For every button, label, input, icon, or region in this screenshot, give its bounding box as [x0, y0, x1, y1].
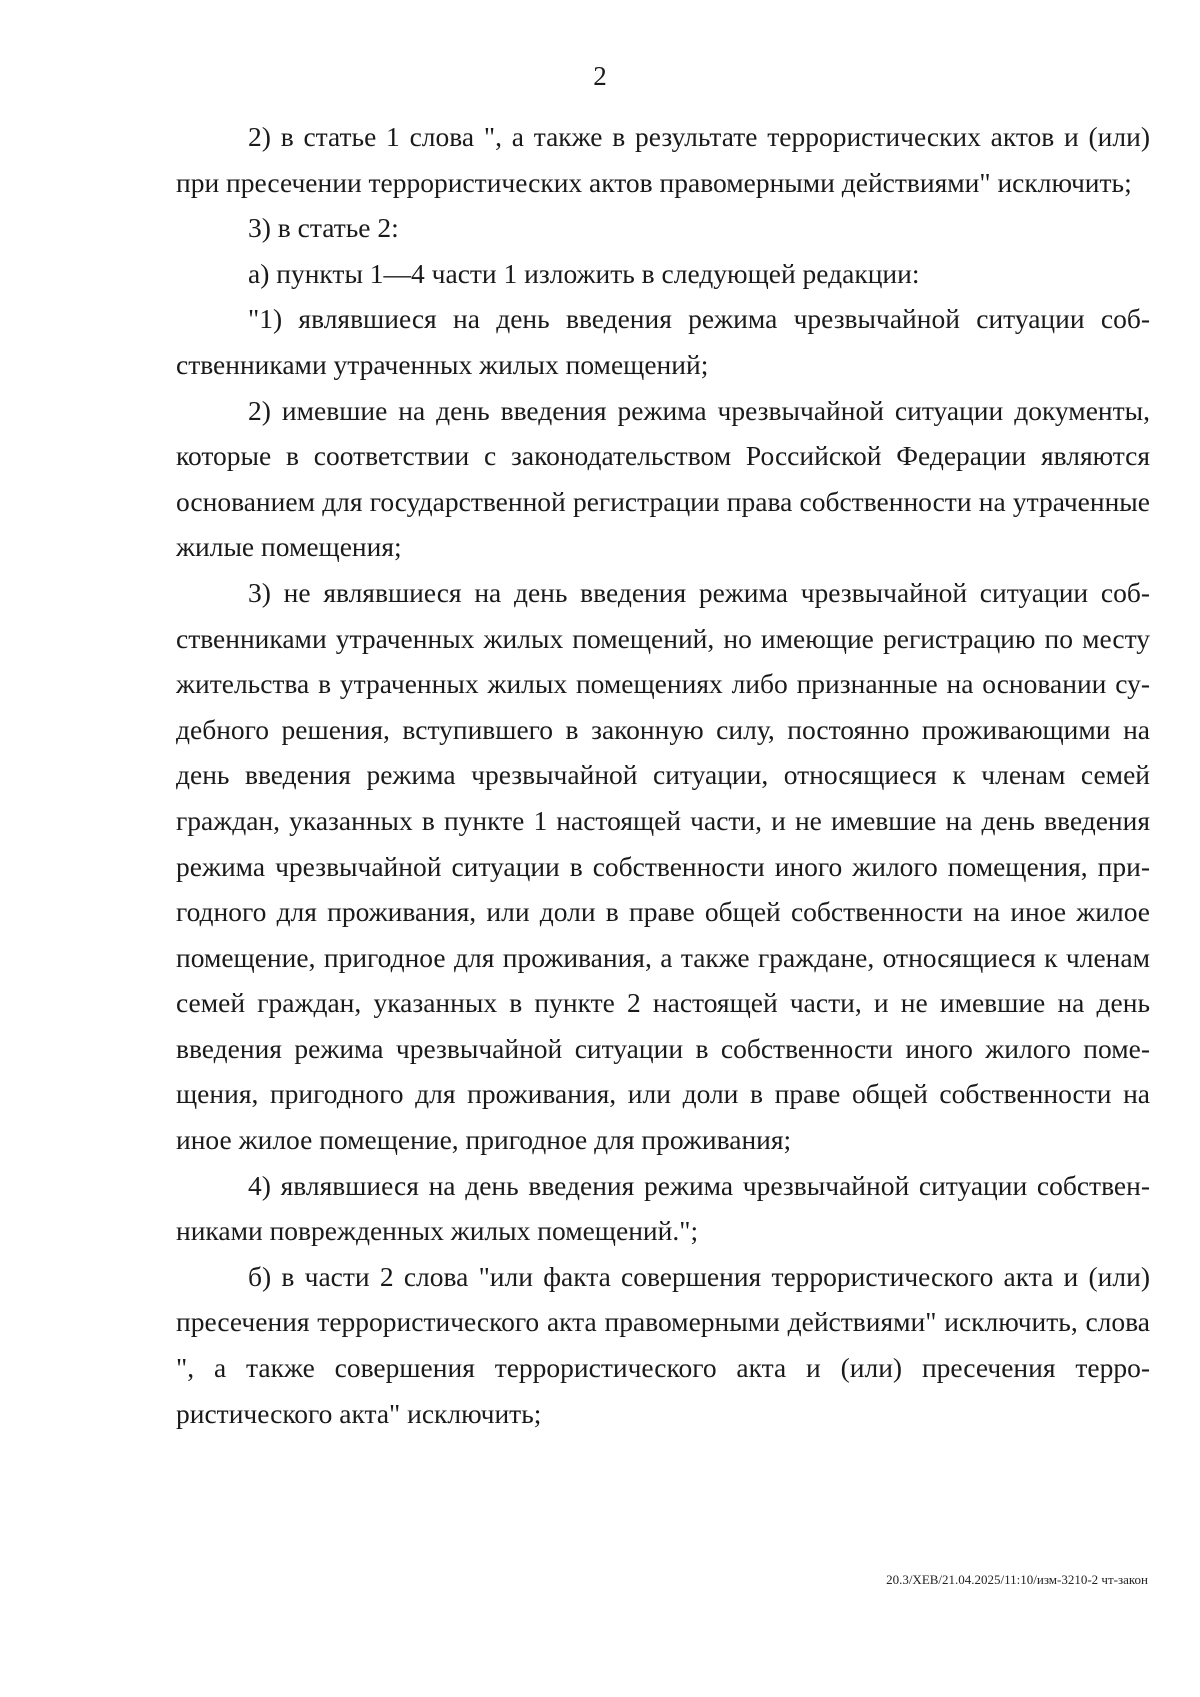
document-footer-code: 20.3/ХЕВ/21.04.2025/11:10/изм-3210-2 чт-закон [886, 1572, 1148, 1587]
paragraph-point-4: 4) являвшиеся на день введения режима чрезвычайной ситуации собственниками поврежденных жилых помещений."; [176, 1169, 1150, 1247]
paragraph-article-1: 2) в статье 1 слова ", а также в результате террористических актов и (или) при пресечении террористических актов правомерными действиями" исключить; [176, 121, 1150, 198]
paragraph-item-b: б) в части 2 слова "или факта совершения террористического акта и (или) пресечения террористического акта правомерными действиями" исключить, слова ", а также совершения террористического акта и (или) пресечения террористического акта" исключить; [176, 1260, 1150, 1429]
paragraph-point-3: 3) не являвшиеся на день введения режима чрезвычайной ситуации собственниками утраченных жилых помещений, но имеющие регистрацию по месту жительства в утраченных жилых помещениях либо признанные на основании судебного решения, вступившего в законную силу, постоянно проживающими на день введения режима чрезвычайной ситуации, относящиеся к членам семей граждан, указанных в пункте 1 настоящей части, и не имевшие на день введения режима чрезвычайной ситуации в собственности иного жилого помещения, пригодного для проживания, или доли в праве общей собственности на иное жилое помещение, пригодное для проживания, а также граждане, относящиеся к членам семей граждан, указанных в пункте 2 настоящей части, и не имевшие на день введения режима чрезвычайной ситуации в собственности иного жилого помещения, пригодного для проживания, или доли в праве общей собственности на иное жилое помещение, пригодное для проживания; [176, 576, 1150, 1156]
paragraph-point-2: 2) имевшие на день введения режима чрезвычайной ситуации документы, которые в соответствии с законодательством Российской Федерации являются основанием для государственной регистрации права собственности на утраченные жилые помещения; [176, 394, 1150, 563]
paragraph-article-2-heading: 3) в статье 2: [248, 212, 399, 244]
document-body [176, 114, 1150, 1436]
page-number: 2 [593, 61, 607, 91]
paragraph-item-a: а) пункты 1—4 части 1 изложить в следующей редакции: [248, 257, 920, 289]
paragraph-point-1: "1) являвшиеся на день введения режима чрезвычайной ситуации собственниками утраченных жилых помещений; [176, 303, 1150, 380]
